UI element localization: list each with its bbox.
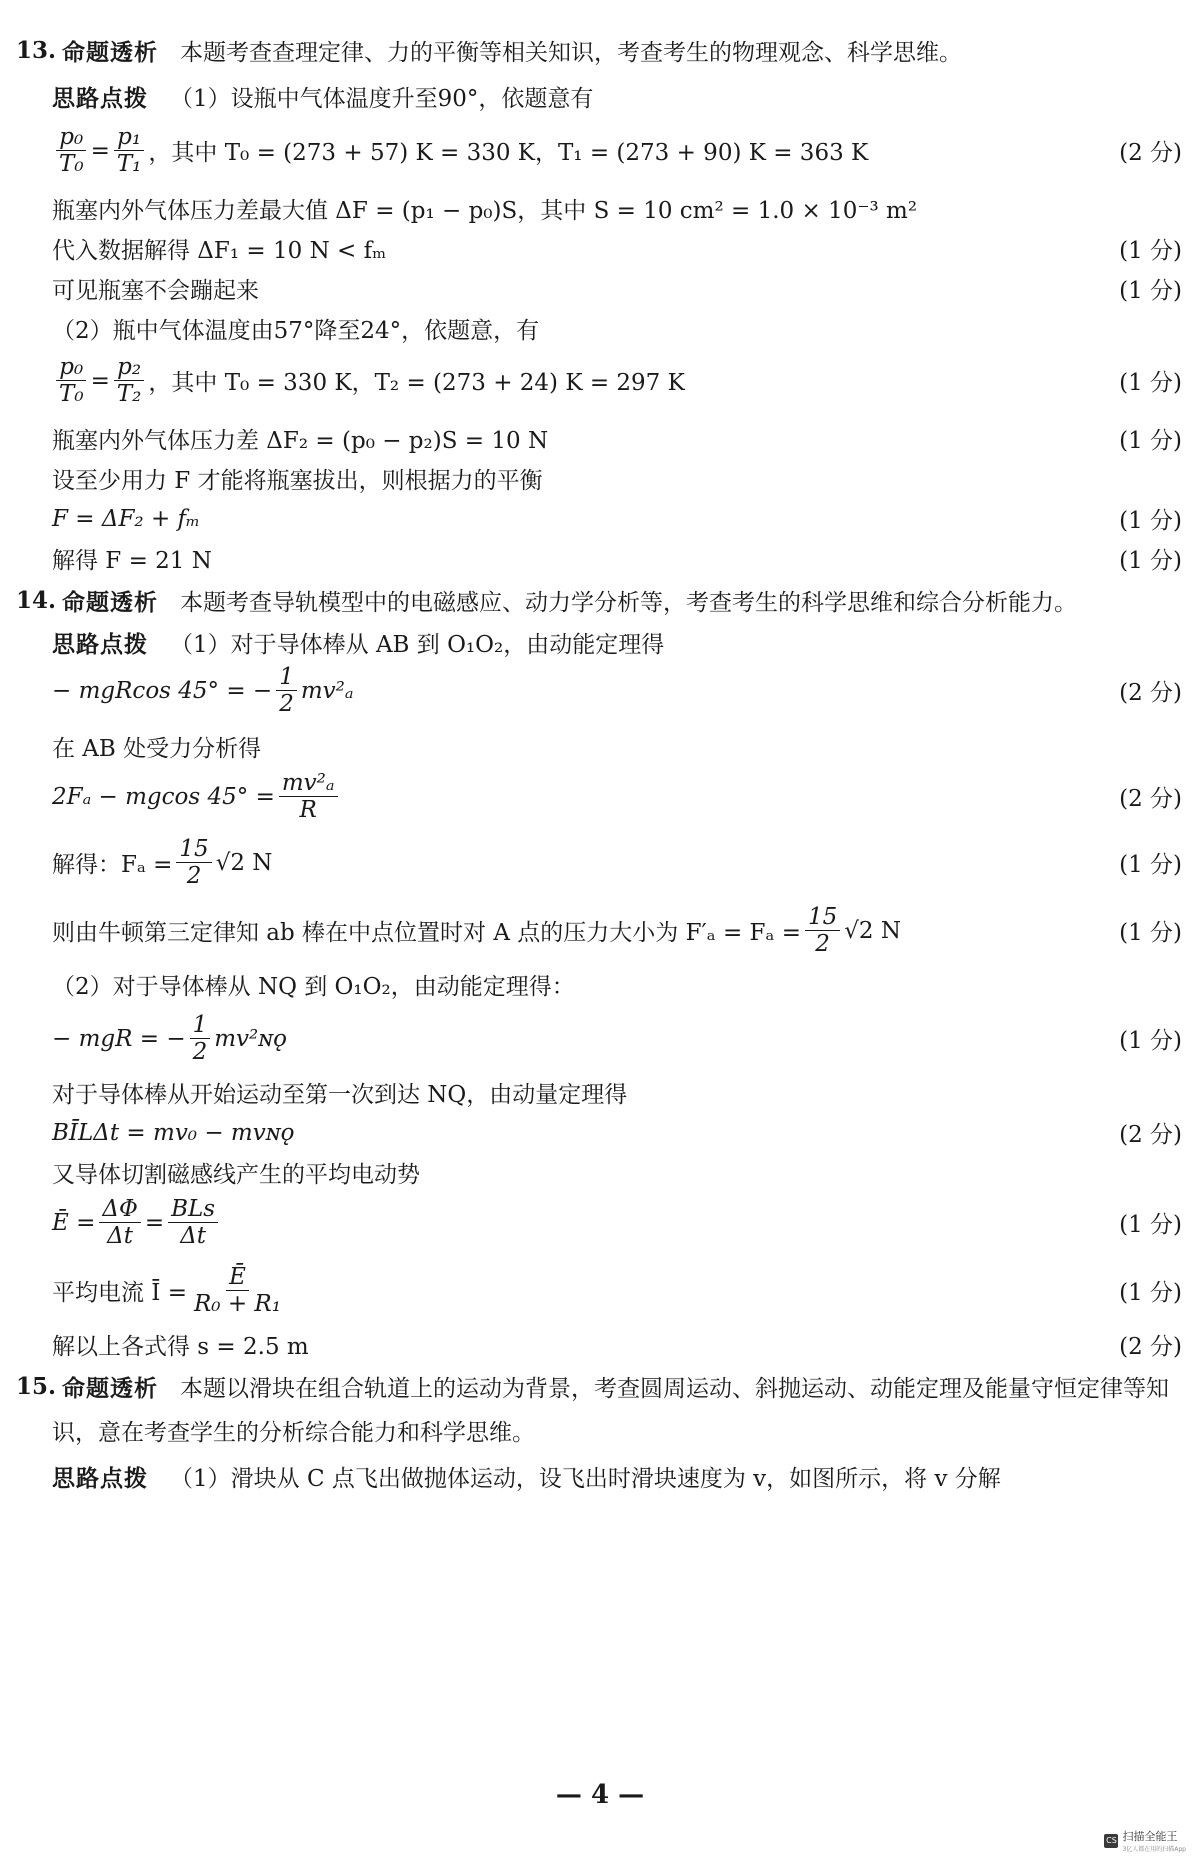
fraction: $\frac{\text{p₂}}{\text{T₂}}$ — [114, 354, 145, 408]
score-label: (2 分) — [1119, 1334, 1182, 1360]
q13-intro: 本题考查查理定律、力的平衡等相关知识，考查考生的物理观念、科学思维。 — [180, 40, 963, 66]
fraction: $\frac{\text{p₀}}{\text{T₀}}$ — [56, 354, 87, 408]
q13-line2: 瓶塞内外气体压力差最大值 ΔF = (p₁ − p₀)S，其中 S = 10 cm² = 1.0 × 10⁻³ m² — [52, 198, 918, 224]
fraction: $\frac{1}{2}$ — [190, 1012, 211, 1066]
q14-eq1: − mgRcos 45° = − $\frac{1}{2}$ mv²ₐ (2 分) — [52, 664, 1182, 718]
q13-line9: 解得 F = 21 N (1 分) — [52, 542, 1182, 575]
q13-eq1-text: ，其中 T₀ = (273 + 57) K = 330 K，T₁ = (273 + 90) K = 363 K — [148, 140, 869, 167]
fraction: $\frac{Ē}{\text{R₀ + R₁}}$ — [193, 1264, 281, 1318]
fraction: $\frac{\text{BLs}}{\Delta t}$ — [168, 1196, 218, 1250]
q13-line8: F = ΔF₂ + fₘ (1 分) — [52, 502, 1182, 535]
fraction: $\frac{\text{mv²ₐ}}{R}$ — [279, 770, 338, 824]
q13-tag-analysis: 命题透析 — [62, 40, 159, 66]
score-label: (1 分) — [1119, 238, 1182, 264]
fraction: $\frac{15}{2}$ — [805, 904, 840, 958]
q14-eq2: 2Fₐ − mgcos 45° = $\frac{\text{mv²ₐ}}{R}$ (2 分) — [52, 770, 1182, 824]
q14-header: 14. 命题透析 本题考查导轨模型中的电磁感应、动力学分析等，考查考生的科学思维和综合分析能力。 — [16, 587, 1078, 616]
score-label: (2 分) — [1119, 1122, 1182, 1148]
camscanner-icon: CS — [1104, 1834, 1118, 1848]
page-number: — 4 — — [555, 1780, 645, 1810]
q13-header — [16, 34, 1182, 67]
q13-hint — [52, 80, 1182, 113]
fraction: $\frac{\Delta\Phi}{\Delta t}$ — [99, 1196, 140, 1250]
q14-eq3: 解得：Fₐ = $\frac{15}{2}$ √2 N (1 分) — [52, 836, 1182, 890]
q13-part2-head: （2）瓶中气体温度由57°降至24°，依题意，有 — [52, 318, 540, 344]
q14-eq5: − mgR = − $\frac{1}{2}$ mv²ɴǫ (1 分) — [52, 1012, 1182, 1066]
q13-line7: 设至少用力 F 才能将瓶塞拔出，则根据力的平衡 — [52, 468, 543, 494]
score-label: (1 分) — [1119, 508, 1182, 534]
q14-part2-head: （2）对于导体棒从 NQ 到 O₁O₂，由动能定理得： — [52, 974, 575, 1000]
fraction: $\frac{1}{2}$ — [276, 664, 297, 718]
q14-eq7: 平均电流 Ī = $\frac{Ē}{\text{R₀ + R₁}}$ (1 分) — [52, 1264, 1182, 1318]
q14-line9: 解以上各式得 s = 2.5 m (2 分) — [52, 1328, 1182, 1361]
q13-part1-head: （1）设瓶中气体温度升至90°，依题意有 — [170, 86, 594, 112]
q14-line7: BĪLΔt = mv₀ − mvɴǫ (2 分) — [52, 1116, 1182, 1149]
score-label: (2 分) — [1119, 680, 1182, 707]
score-label: (1 分) — [1119, 852, 1182, 879]
q15-hint: 思路点拨 （1）滑块从 C 点飞出做抛体运动，设飞出时滑块速度为 v，如图所示，将 v 分解 — [52, 1466, 1001, 1492]
q14-line2: 在 AB 处受力分析得 — [52, 736, 262, 762]
q14-eq4: 则由牛顿第三定律知 ab 棒在中点位置时对 A 点的压力大小为 F′ₐ = Fₐ = $\frac{15}{2}$ √2 N (1 分) — [52, 904, 1182, 958]
q13-tag-hint: 思路点拨 — [52, 86, 148, 112]
score-label: (2 分) — [1119, 140, 1182, 167]
q13-eq2: $\frac{\text{p₀}}{\text{T₀}}$ = $\frac{\text{p₂}}{\text{T₂}}$ ，其中 T₀ = 330 K，T₂ = (273 + 24) K = 297 K (1 分) — [52, 354, 1182, 408]
score-label: (1 分) — [1119, 278, 1182, 304]
q15-header: 15. 命题透析 本题以滑块在组合轨道上的运动为背景，考查圆周运动、斜抛运动、动能定理及能量守恒定律等知 — [16, 1373, 1170, 1402]
score-label: (1 分) — [1119, 548, 1182, 574]
score-label: (1 分) — [1119, 1280, 1182, 1307]
q14-line8: 又导体切割磁感线产生的平均电动势 — [52, 1162, 420, 1188]
score-label: (1 分) — [1119, 428, 1182, 454]
q15-intro-cont: 识，意在考查学生的分析综合能力和科学思维。 — [52, 1420, 535, 1446]
q13-number: 13. — [16, 37, 57, 64]
scanner-watermark: CS 扫描全能王 3亿人都在用的扫描App — [1106, 1830, 1186, 1853]
q13-line3: 代入数据解得 ΔF₁ = 10 N < fₘ (1 分) — [52, 232, 1182, 265]
q13-line4: 可见瓶塞不会蹦起来 (1 分) — [52, 272, 1182, 305]
score-label: (1 分) — [1119, 920, 1182, 947]
q14-line6: 对于导体棒从开始运动至第一次到达 NQ，由动量定理得 — [52, 1082, 628, 1108]
q13-eq1: $\frac{\text{p₀}}{\text{T₀}}$ = $\frac{\text{p₁}}{\text{T₁}}$ ，其中 T₀ = (273 + 57) K = 330 K，T₁ = (273 + 90) K = 363 K (2 分) — [52, 124, 1182, 178]
score-label: (2 分) — [1119, 786, 1182, 813]
score-label: (1 分) — [1119, 370, 1182, 397]
fraction: $\frac{\text{p₀}}{\text{T₀}}$ — [56, 124, 87, 178]
fraction: $\frac{\text{p₁}}{\text{T₁}}$ — [114, 124, 145, 178]
score-label: (1 分) — [1119, 1212, 1182, 1239]
score-label: (1 分) — [1119, 1028, 1182, 1055]
q13-line6: 瓶塞内外气体压力差 ΔF₂ = (p₀ − p₂)S = 10 N (1 分) — [52, 422, 1182, 455]
q14-hint: 思路点拨 （1）对于导体棒从 AB 到 O₁O₂，由动能定理得 — [52, 632, 665, 658]
q14-eq6: Ē = $\frac{\Delta\Phi}{\Delta t}$ = $\frac{\text{BLs}}{\Delta t}$ (1 分) — [52, 1196, 1182, 1250]
fraction: $\frac{15}{2}$ — [176, 836, 211, 890]
